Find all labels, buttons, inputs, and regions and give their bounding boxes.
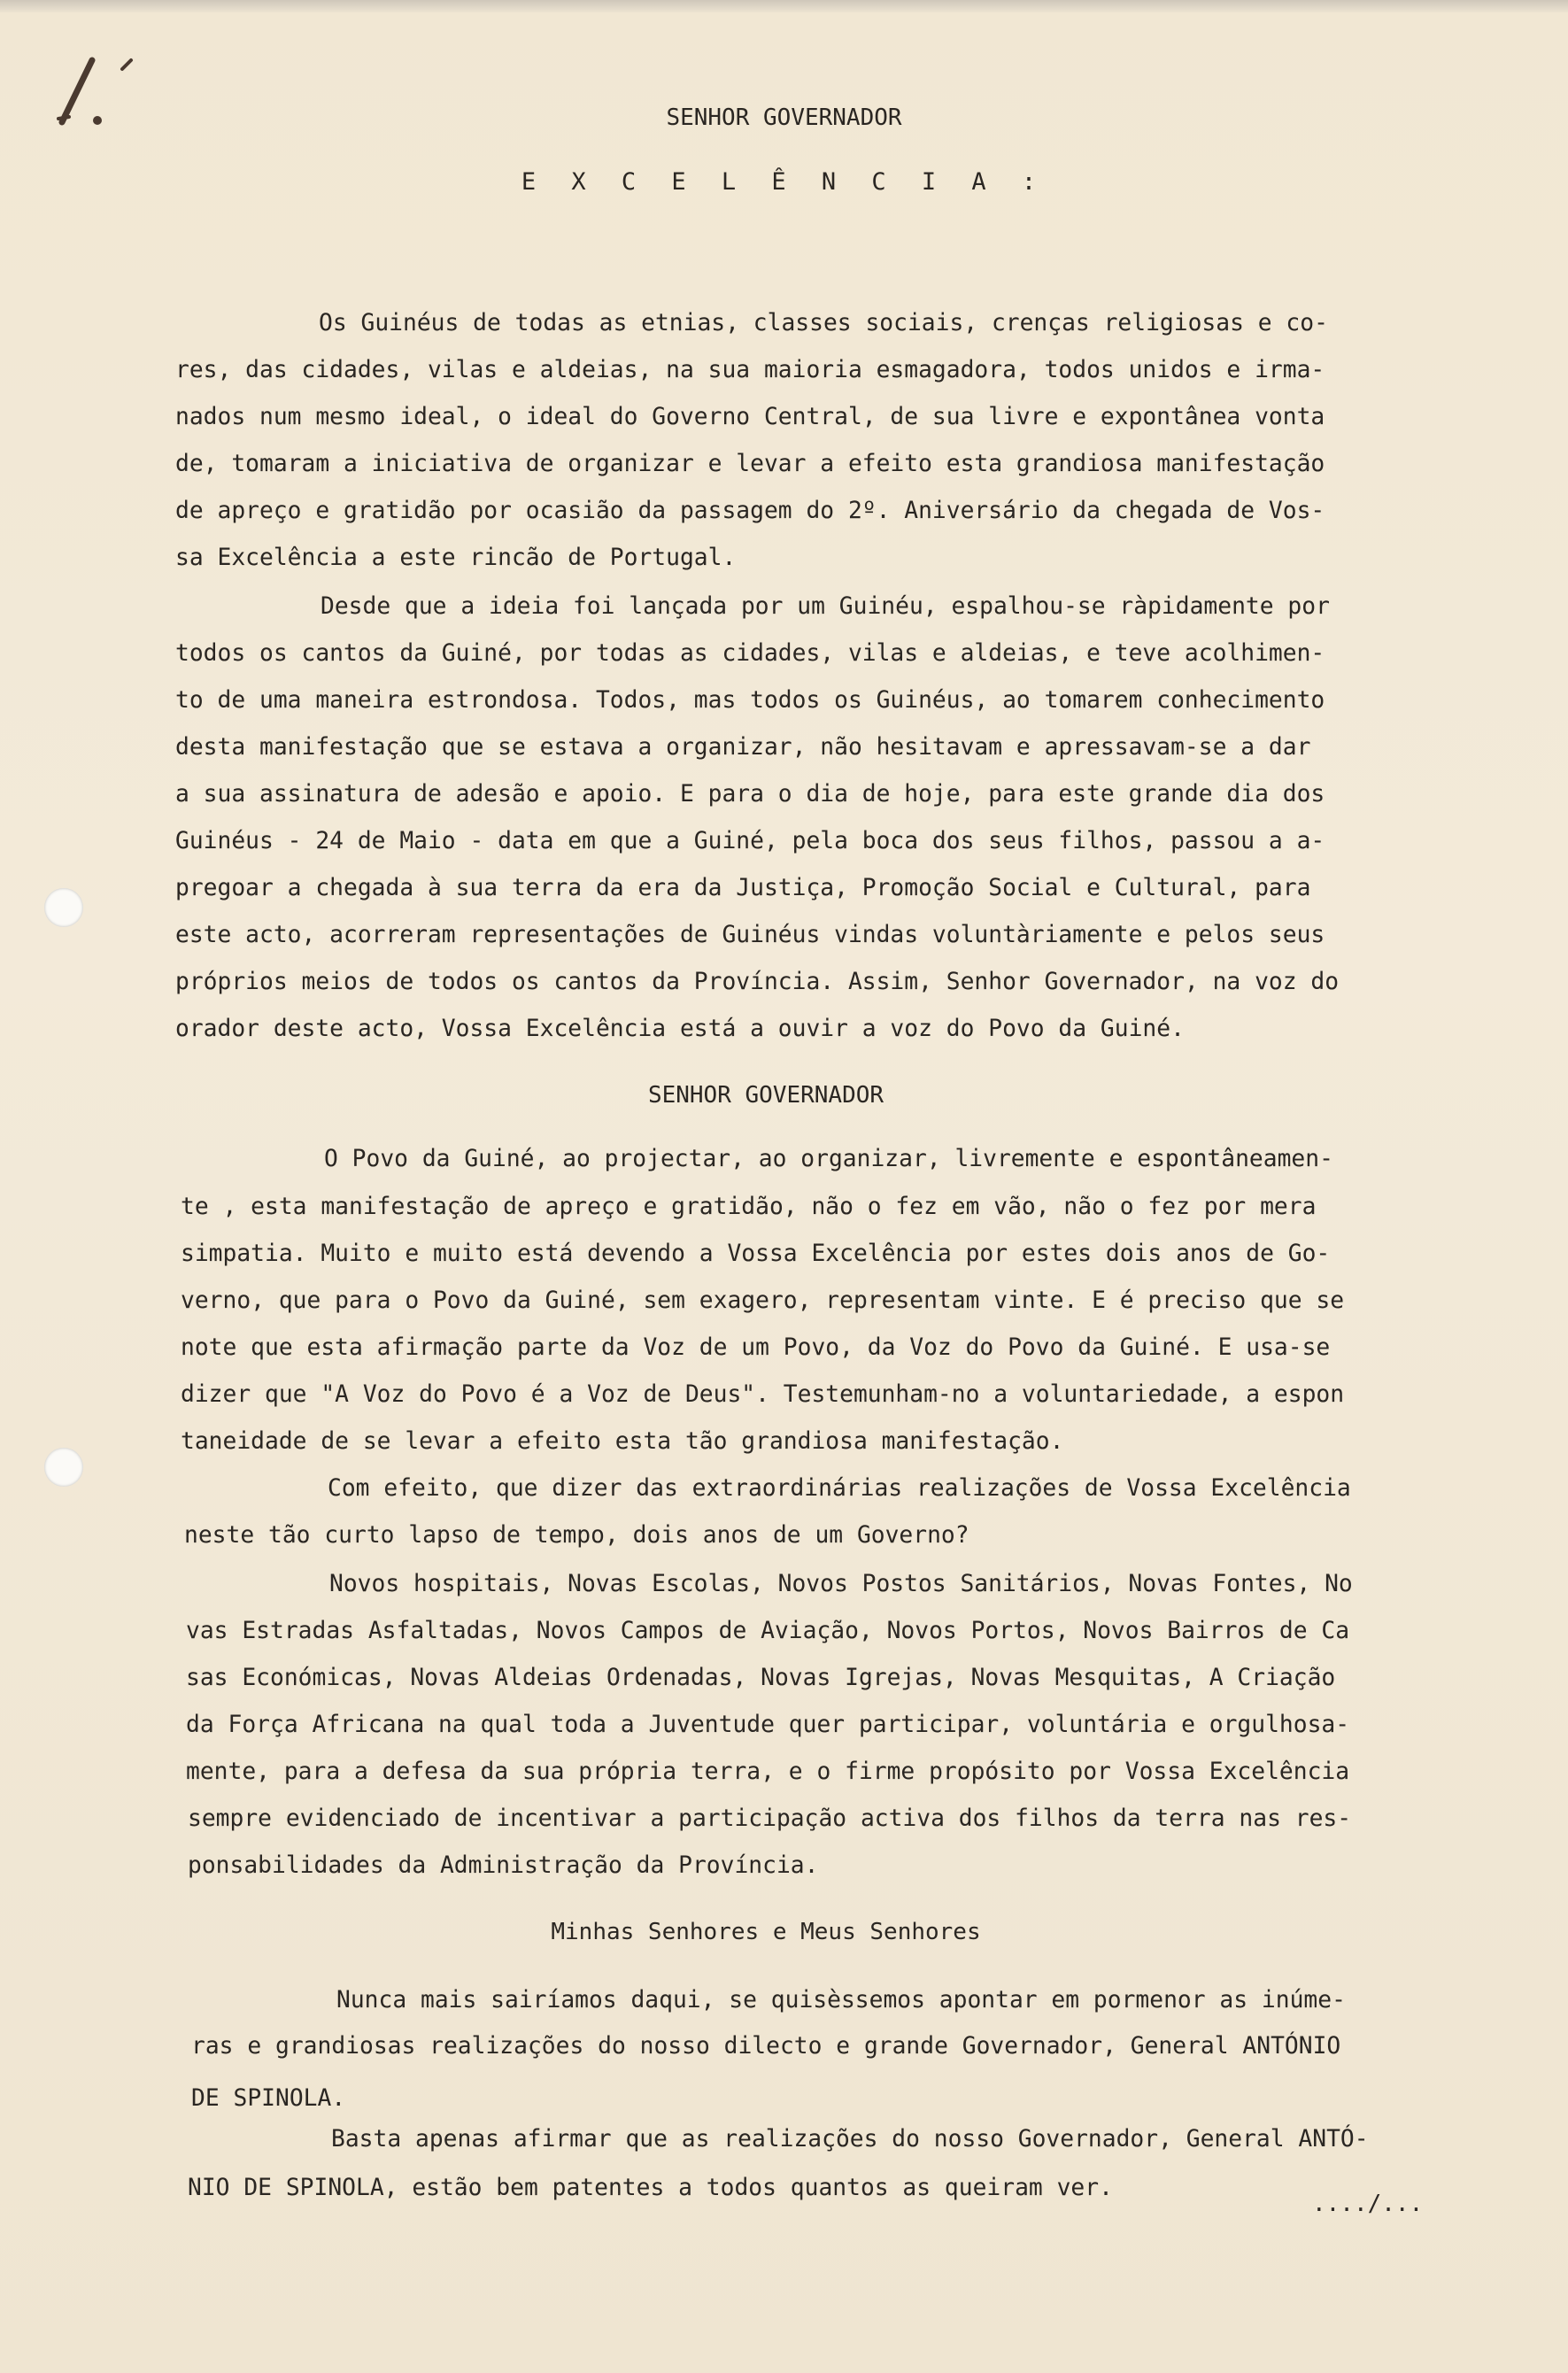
heading-senhor-governador-2: SENHOR GOVERNADOR (647, 1082, 884, 1109)
text-line: sa Excelência a este rincão de Portugal. (175, 545, 737, 571)
text-line: O Povo da Guiné, ao projectar, ao organizar, livremente e espontâneamen- (324, 1146, 1333, 1172)
text-line: orador deste acto, Vossa Excelência está a ouvir a voz do Povo da Guiné. (175, 1016, 1185, 1042)
text-line: pregoar a chegada à sua terra da era da Justiça, Promoção Social e Cultural, para (175, 875, 1311, 901)
text-line: ras e grandiosas realizações do nosso dilecto e grande Governador, General ANTÓNIO (191, 2033, 1341, 2060)
continuation-marker: ..../... (1312, 2191, 1424, 2217)
text-line: este acto, acorreram representações de Guinéus vindas voluntàriamente e pelos seus (175, 922, 1325, 948)
text-line: sempre evidenciado de incentivar a participação activa dos filhos da terra nas res- (188, 1805, 1352, 1832)
text-line: DE SPINOLA. (191, 2085, 346, 2112)
text-line: Novos hospitais, Novas Escolas, Novos Postos Sanitários, Novas Fontes, No (329, 1571, 1353, 1597)
text-line: te , esta manifestação de apreço e gratidão, não o fez em vão, não o fez por mera (181, 1194, 1317, 1220)
text-line: dizer que "A Voz do Povo é a Voz de Deus". Testemunham-no a voluntariedade, a espon (181, 1381, 1345, 1408)
text-line: Guinéus - 24 de Maio - data em que a Guiné, pela boca dos seus filhos, passou a a- (175, 828, 1325, 854)
text-line: desta manifestação que se estava a organizar, não hesitavam e apressavam-se a dar (175, 734, 1311, 761)
text-line: todos os cantos da Guiné, por todas as cidades, vilas e aldeias, e teve acolhimen- (175, 640, 1325, 667)
text-line: NIO DE SPINOLA, estão bem patentes a todos quantos as queiram ver. (188, 2175, 1113, 2201)
punch-hole-top (44, 888, 83, 927)
paper-top-edge (0, 0, 1568, 12)
heading-minhas-senhores: Minhas Senhores e Meus Senhores (551, 1919, 981, 1945)
text-line: note que esta afirmação parte da Voz de um Povo, da Voz do Povo da Guiné. E usa-se (181, 1334, 1331, 1361)
text-line: neste tão curto lapso de tempo, dois anos de um Governo? (184, 1522, 969, 1549)
text-line: verno, que para o Povo da Guiné, sem exagero, representam vinte. E é preciso que se (181, 1287, 1345, 1314)
text-line: ponsabilidades da Administração da Província. (188, 1852, 819, 1879)
text-line: sas Económicas, Novas Aldeias Ordenadas, Novas Igrejas, Novas Mesquitas, A Criação (186, 1665, 1336, 1691)
text-line: de apreço e gratidão por ocasião da passagem do 2º. Aniversário da chegada de Vos- (175, 498, 1325, 524)
text-line: da Força Africana na qual toda a Juventude quer participar, voluntária e orgulhosa- (186, 1712, 1350, 1738)
text-line: a sua assinatura de adesão e apoio. E para o dia de hoje, para este grande dia dos (175, 781, 1325, 808)
text-line: simpatia. Muito e muito está devendo a Vossa Excelência por estes dois anos de Go- (181, 1241, 1331, 1267)
text-line: Os Guinéus de todas as etnias, classes sociais, crenças religiosas e co- (319, 310, 1328, 336)
punch-hole-bottom (44, 1448, 83, 1487)
text-line: Basta apenas afirmar que as realizações do nosso Governador, General ANTÓ- (331, 2126, 1369, 2153)
page-number-text: 1. (46, 53, 48, 54)
heading-excelencia: E X C E L Ê N C I A : (521, 168, 1047, 196)
text-line: mente, para a defesa da sua própria terra, e o firme propósito por Vossa Excelência (186, 1758, 1350, 1785)
text-line: vas Estradas Asfaltadas, Novos Campos de Aviação, Novos Portos, Novos Bairros de Ca (186, 1618, 1350, 1644)
text-line: res, das cidades, vilas e aldeias, na sua maioria esmagadora, todos unidos e irma- (175, 357, 1325, 383)
text-line: próprios meios de todos os cantos da Província. Assim, Senhor Governador, na voz do (175, 969, 1340, 995)
text-line: to de uma maneira estrondosa. Todos, mas todos os Guinéus, ao tomarem conhecimento (175, 687, 1325, 714)
text-line: Com efeito, que dizer das extraordinárias realizações de Vossa Excelência (328, 1475, 1351, 1502)
heading-senhor-governador: SENHOR GOVERNADOR (666, 104, 902, 131)
text-line: nados num mesmo ideal, o ideal do Governo Central, de sua livre e expontânea vonta (175, 404, 1325, 430)
text-line: Nunca mais sairíamos daqui, se quisèssemos apontar em pormenor as inúme- (336, 1987, 1346, 2014)
text-line: taneidade de se levar a efeito esta tão grandiosa manifestação. (181, 1428, 1064, 1455)
text-line: Desde que a ideia foi lançada por um Guinéu, espalhou-se ràpidamente por (321, 593, 1330, 620)
text-line: de, tomaram a iniciativa de organizar e levar a efeito esta grandiosa manifestação (175, 451, 1325, 477)
